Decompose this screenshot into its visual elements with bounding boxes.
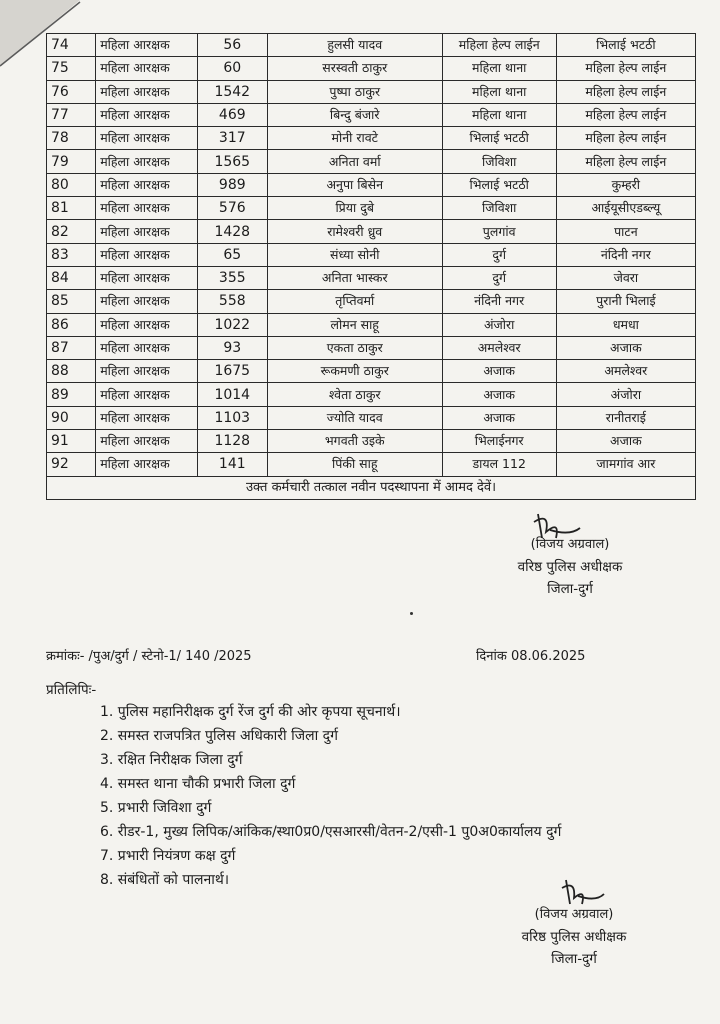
serial-number-cell: 80 xyxy=(47,173,96,196)
signatory-district: जिला-दुर्ग xyxy=(547,581,593,597)
current-posting-cell: जिविशा xyxy=(442,197,556,220)
current-posting-cell: भिलाई भटठी xyxy=(442,173,556,196)
serial-number-cell: 85 xyxy=(47,290,96,313)
signatory-name: (विजय अग्रवाल) xyxy=(534,907,614,922)
badge-number-cell: 1565 xyxy=(197,150,267,173)
serial-number-cell: 88 xyxy=(47,360,96,383)
badge-number-cell: 1103 xyxy=(197,406,267,429)
signature-block-top xyxy=(490,534,650,600)
new-posting-cell: जेवरा xyxy=(556,266,695,289)
current-posting-cell: अमलेश्वर xyxy=(442,336,556,359)
badge-number-cell: 1542 xyxy=(197,80,267,103)
serial-number-cell: 87 xyxy=(47,336,96,359)
signatory-designation: वरिष्ठ पुलिस अधीक्षक xyxy=(521,929,627,945)
serial-number-cell: 78 xyxy=(47,127,96,150)
serial-number-cell: 77 xyxy=(47,103,96,126)
employee-name-cell: सरस्वती ठाकुर xyxy=(267,57,442,80)
rank-cell: महिला आरक्षक xyxy=(96,150,198,173)
transfer-table xyxy=(46,33,696,500)
employee-name-cell: अनिता भास्कर xyxy=(267,266,442,289)
badge-number-cell: 317 xyxy=(197,127,267,150)
serial-number-cell: 81 xyxy=(47,197,96,220)
badge-number-cell: 1128 xyxy=(197,430,267,453)
new-posting-cell: आईयूसीएडब्ल्यू xyxy=(556,197,695,220)
table-row xyxy=(47,80,696,103)
list-item: 4. समस्त थाना चौकी प्रभारी जिला दुर्ग xyxy=(100,776,296,792)
employee-name-cell: श्वेता ठाकुर xyxy=(267,383,442,406)
table-row xyxy=(47,360,696,383)
signatory-name: (विजय अग्रवाल) xyxy=(530,537,610,552)
table-row xyxy=(47,127,696,150)
new-posting-cell: कुम्हरी xyxy=(556,173,695,196)
current-posting-cell: महिला थाना xyxy=(442,103,556,126)
employee-name-cell: मोनी रावटे xyxy=(267,127,442,150)
employee-name-cell: प्रिया दुबे xyxy=(267,197,442,220)
rank-cell: महिला आरक्षक xyxy=(96,383,198,406)
employee-name-cell: एकता ठाकुर xyxy=(267,336,442,359)
new-posting-cell: महिला हेल्प लाईन xyxy=(556,127,695,150)
serial-number-cell: 84 xyxy=(47,266,96,289)
rank-cell: महिला आरक्षक xyxy=(96,173,198,196)
new-posting-cell: नंदिनी नगर xyxy=(556,243,695,266)
current-posting-cell: दुर्ग xyxy=(442,266,556,289)
list-item: 8. संबंधितों को पालनार्थ। xyxy=(100,872,230,888)
employee-name-cell: भगवती उइके xyxy=(267,430,442,453)
employee-name-cell: पुष्पा ठाकुर xyxy=(267,80,442,103)
signatory-district: जिला-दुर्ग xyxy=(551,951,597,967)
list-item: 3. रक्षित निरीक्षक जिला दुर्ग xyxy=(100,752,243,768)
new-posting-cell: अजाक xyxy=(556,430,695,453)
serial-number-cell: 91 xyxy=(47,430,96,453)
employee-name-cell: तृप्तिवर्मा xyxy=(267,290,442,313)
rank-cell: महिला आरक्षक xyxy=(96,243,198,266)
table-row xyxy=(47,453,696,476)
employee-name-cell: रामेश्वरी ध्रुव xyxy=(267,220,442,243)
table-row xyxy=(47,220,696,243)
table-row xyxy=(47,57,696,80)
badge-number-cell: 141 xyxy=(197,453,267,476)
table-row xyxy=(47,173,696,196)
new-posting-cell: अंजोरा xyxy=(556,383,695,406)
employee-name-cell: बिन्दु बंजारे xyxy=(267,103,442,126)
employee-name-cell: रूकमणी ठाकुर xyxy=(267,360,442,383)
badge-number-cell: 989 xyxy=(197,173,267,196)
current-posting-cell: महिला हेल्प लाईन xyxy=(442,34,556,57)
employee-name-cell: लोमन साहू xyxy=(267,313,442,336)
serial-number-cell: 79 xyxy=(47,150,96,173)
employee-name-cell: हुलसी यादव xyxy=(267,34,442,57)
employee-name-cell: संध्या सोनी xyxy=(267,243,442,266)
order-number: क्रमांकः- /पुअ/दुर्ग / स्टेनो-1/ 140 /2025 xyxy=(46,649,252,664)
rank-cell: महिला आरक्षक xyxy=(96,57,198,80)
employee-name-cell: अनिता वर्मा xyxy=(267,150,442,173)
table-row xyxy=(47,243,696,266)
current-posting-cell: अजाक xyxy=(442,360,556,383)
table-row xyxy=(47,406,696,429)
employee-name-cell: पिंकी साहू xyxy=(267,453,442,476)
employee-name-cell: ज्योति यादव xyxy=(267,406,442,429)
new-posting-cell: जामगांव आर xyxy=(556,453,695,476)
rank-cell: महिला आरक्षक xyxy=(96,220,198,243)
list-item: 5. प्रभारी जिविशा दुर्ग xyxy=(100,800,212,816)
rank-cell: महिला आरक्षक xyxy=(96,430,198,453)
table-row xyxy=(47,383,696,406)
order-date: दिनांक 08.06.2025 xyxy=(476,649,586,664)
current-posting-cell: अजाक xyxy=(442,406,556,429)
table-row xyxy=(47,197,696,220)
new-posting-cell: पुरानी भिलाई xyxy=(556,290,695,313)
current-posting-cell: दुर्ग xyxy=(442,243,556,266)
rank-cell: महिला आरक्षक xyxy=(96,34,198,57)
current-posting-cell: भिलाई भटठी xyxy=(442,127,556,150)
badge-number-cell: 1022 xyxy=(197,313,267,336)
table-row xyxy=(47,150,696,173)
employee-name-cell: अनुपा बिसेन xyxy=(267,173,442,196)
current-posting-cell: महिला थाना xyxy=(442,80,556,103)
new-posting-cell: अमलेश्वर xyxy=(556,360,695,383)
table-row xyxy=(47,313,696,336)
badge-number-cell: 56 xyxy=(197,34,267,57)
table-footer-row xyxy=(47,476,696,499)
new-posting-cell: महिला हेल्प लाईन xyxy=(556,150,695,173)
rank-cell: महिला आरक्षक xyxy=(96,406,198,429)
table-row xyxy=(47,336,696,359)
rank-cell: महिला आरक्षक xyxy=(96,197,198,220)
rank-cell: महिला आरक्षक xyxy=(96,336,198,359)
new-posting-cell: महिला हेल्प लाईन xyxy=(556,103,695,126)
list-item: 1. पुलिस महानिरीक्षक दुर्ग रेंज दुर्ग की ओर कृपया सूचनार्थ। xyxy=(100,704,401,720)
serial-number-cell: 82 xyxy=(47,220,96,243)
table-row xyxy=(47,266,696,289)
speck xyxy=(410,612,413,615)
serial-number-cell: 86 xyxy=(47,313,96,336)
badge-number-cell: 1014 xyxy=(197,383,267,406)
current-posting-cell: अंजोरा xyxy=(442,313,556,336)
badge-number-cell: 60 xyxy=(197,57,267,80)
badge-number-cell: 355 xyxy=(197,266,267,289)
serial-number-cell: 74 xyxy=(47,34,96,57)
new-posting-cell: महिला हेल्प लाईन xyxy=(556,80,695,103)
current-posting-cell: डायल 112 xyxy=(442,453,556,476)
serial-number-cell: 76 xyxy=(47,80,96,103)
table-row xyxy=(47,103,696,126)
new-posting-cell: धमधा xyxy=(556,313,695,336)
badge-number-cell: 469 xyxy=(197,103,267,126)
list-item: 2. समस्त राजपत्रित पुलिस अधिकारी जिला दुर्ग xyxy=(100,728,338,744)
serial-number-cell: 83 xyxy=(47,243,96,266)
serial-number-cell: 92 xyxy=(47,453,96,476)
new-posting-cell: पाटन xyxy=(556,220,695,243)
order-reference-line xyxy=(46,646,696,670)
rank-cell: महिला आरक्षक xyxy=(96,360,198,383)
serial-number-cell: 89 xyxy=(47,383,96,406)
signature-block-bottom xyxy=(494,904,654,970)
current-posting-cell: भिलाईनगर xyxy=(442,430,556,453)
list-item: 6. रीडर-1, मुख्य लिपिक/आंकिक/स्था0प्र0/एसआरसी/वेतन-2/एसी-1 पु0अ0कार्यालय दुर्ग xyxy=(100,824,562,840)
new-posting-cell: रानीतराई xyxy=(556,406,695,429)
badge-number-cell: 65 xyxy=(197,243,267,266)
rank-cell: महिला आरक्षक xyxy=(96,453,198,476)
copy-to-label: प्रतिलिपिः- xyxy=(46,682,97,698)
table-row xyxy=(47,34,696,57)
rank-cell: महिला आरक्षक xyxy=(96,266,198,289)
rank-cell: महिला आरक्षक xyxy=(96,103,198,126)
table-row xyxy=(47,290,696,313)
current-posting-cell: पुलगांव xyxy=(442,220,556,243)
badge-number-cell: 558 xyxy=(197,290,267,313)
rank-cell: महिला आरक्षक xyxy=(96,80,198,103)
badge-number-cell: 576 xyxy=(197,197,267,220)
badge-number-cell: 1675 xyxy=(197,360,267,383)
current-posting-cell: जिविशा xyxy=(442,150,556,173)
joining-instruction: उक्त कर्मचारी तत्काल नवीन पदस्थापना में आमद देवें। xyxy=(47,476,696,499)
table-row xyxy=(47,430,696,453)
serial-number-cell: 75 xyxy=(47,57,96,80)
list-item: 7. प्रभारी नियंत्रण कक्ष दुर्ग xyxy=(100,848,236,864)
badge-number-cell: 1428 xyxy=(197,220,267,243)
current-posting-cell: अजाक xyxy=(442,383,556,406)
current-posting-cell: नंदिनी नगर xyxy=(442,290,556,313)
copy-recipients-list xyxy=(100,700,561,892)
new-posting-cell: महिला हेल्प लाईन xyxy=(556,57,695,80)
signatory-designation: वरिष्ठ पुलिस अधीक्षक xyxy=(517,559,623,575)
new-posting-cell: भिलाई भटठी xyxy=(556,34,695,57)
rank-cell: महिला आरक्षक xyxy=(96,313,198,336)
serial-number-cell: 90 xyxy=(47,406,96,429)
new-posting-cell: अजाक xyxy=(556,336,695,359)
badge-number-cell: 93 xyxy=(197,336,267,359)
rank-cell: महिला आरक्षक xyxy=(96,127,198,150)
current-posting-cell: महिला थाना xyxy=(442,57,556,80)
rank-cell: महिला आरक्षक xyxy=(96,290,198,313)
